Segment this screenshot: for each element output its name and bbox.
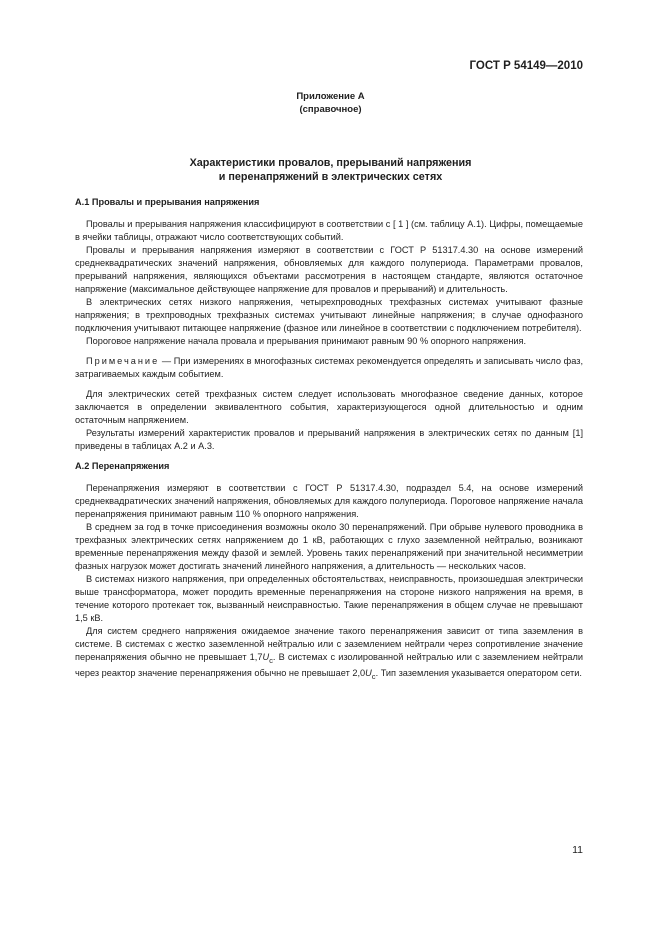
appendix-heading — [0, 90, 661, 116]
paragraph: Для систем среднего напряжения ожидаемое значение такого перенапряжения зависит от типа заземления в системе. В системах с жестко заземленной нейтралью или с заземлением нейтрали через сопротивление значение перенапряжения обычно не превышает $1,7U_c$. В системах с изолированной нейтралью или с заземлением нейтрали через реактор значение перенапряжения обычно не превышает $2,0U_c$. Тип заземления указывается оператором сети. — [75, 626, 583, 681]
paragraph: В электрических сетях низкого напряжения, четырехпроводных трехфазных системах учитывают фазные напряжения; в трехпроводных трехфазных системах учитывают линейные напряжения; в случае однофазного подключения учитывают питающее напряжение (фазное или линейное в соответствии с подключением потребителя). — [75, 297, 583, 333]
note — [75, 355, 583, 381]
title-line-1: Характеристики провалов, прерываний напряжения — [189, 157, 472, 169]
paragraph: Пороговое напряжение начала провала и прерывания принимают равным 90 % опорного напряжения. — [86, 336, 527, 346]
appendix-label: Приложение А — [296, 91, 365, 102]
paragraph: В системах низкого напряжения, при определенных обстоятельствах, неисправность, произошедшая электрически выше трансформатора, может породить временные перенапряжения на стороне низкого напряжения на время, в течение которого протекает ток, вызванный неисправностью. Такие перенапряжения в общем случае не превышают 1,5 кВ. — [75, 574, 583, 623]
paragraph: Провалы и прерывания напряжения измеряют в соответствии с ГОСТ Р 51317.4.30 на основе измерений среднеквадратических значений напряжения, обновляемых для каждого полупериода. Параметрами провалов, прерываний напряжения, являющихся объектами рассмотрения в настоящем стандарте, являются остаточное напряжение (максимальное действующее напряжение для провалов и прерываний) и длительность. — [75, 245, 583, 294]
paragraph: Провалы и прерывания напряжения классифицируют в соответствии с [ 1 ] (см. таблицу А.1). Цифры, помещаемые в ячейки таблицы, отражают число соответствующих событий. — [75, 219, 583, 242]
paragraph: Результаты измерений характеристик провалов и прерываний напряжения в электрических сетях по данным [1] приведены в таблицах А.2 и А.3. — [75, 428, 583, 451]
title-line-2: и перенапряжений в электрических сетях — [218, 171, 443, 183]
page-number: 11 — [572, 844, 583, 856]
appendix-title — [0, 156, 661, 184]
note-text: — При измерениях в многофазных системах рекомендуется определять и записывать число фаз, затрагиваемых каждым событием. — [75, 356, 583, 379]
paragraph: Для электрических сетей трехфазных систем следует использовать многофазное сведение данных, которое заключается в определении эквивалентного события, характеризующегося одной длительностью и одним остаточным напряжением. — [75, 389, 583, 425]
document-body — [75, 196, 583, 683]
paragraph: В среднем за год в точке присоединения возможны около 30 перенапряжений. При обрыве нулевого проводника в трехфазных электрических сетях напряжением до 1 кВ, работающих с глухо заземленной нейтралью, возникают временные перенапряжения между фазой и землей. Уровень таких перенапряжений при значительной несимметрии фазных нагрузок может достигать значений линейного напряжения, а длительность — нескольких часов. — [75, 522, 583, 571]
section-heading-a2: А.2 Перенапряжения — [75, 461, 170, 471]
standard-id: ГОСТ Р 54149—2010 — [469, 60, 583, 72]
section-heading-a1: А.1 Провалы и прерывания напряжения — [75, 197, 260, 207]
note-label: Примечание — [86, 356, 160, 366]
paragraph: Перенапряжения измеряют в соответствии с ГОСТ Р 51317.4.30, подраздел 5.4, на основе измерений среднеквадратических значений напряжения, обновляемых для каждого полупериода. Пороговое напряжение начала перенапряжения принимают равным 110 % опорного напряжения. — [75, 483, 583, 519]
appendix-type: (справочное) — [299, 104, 362, 115]
